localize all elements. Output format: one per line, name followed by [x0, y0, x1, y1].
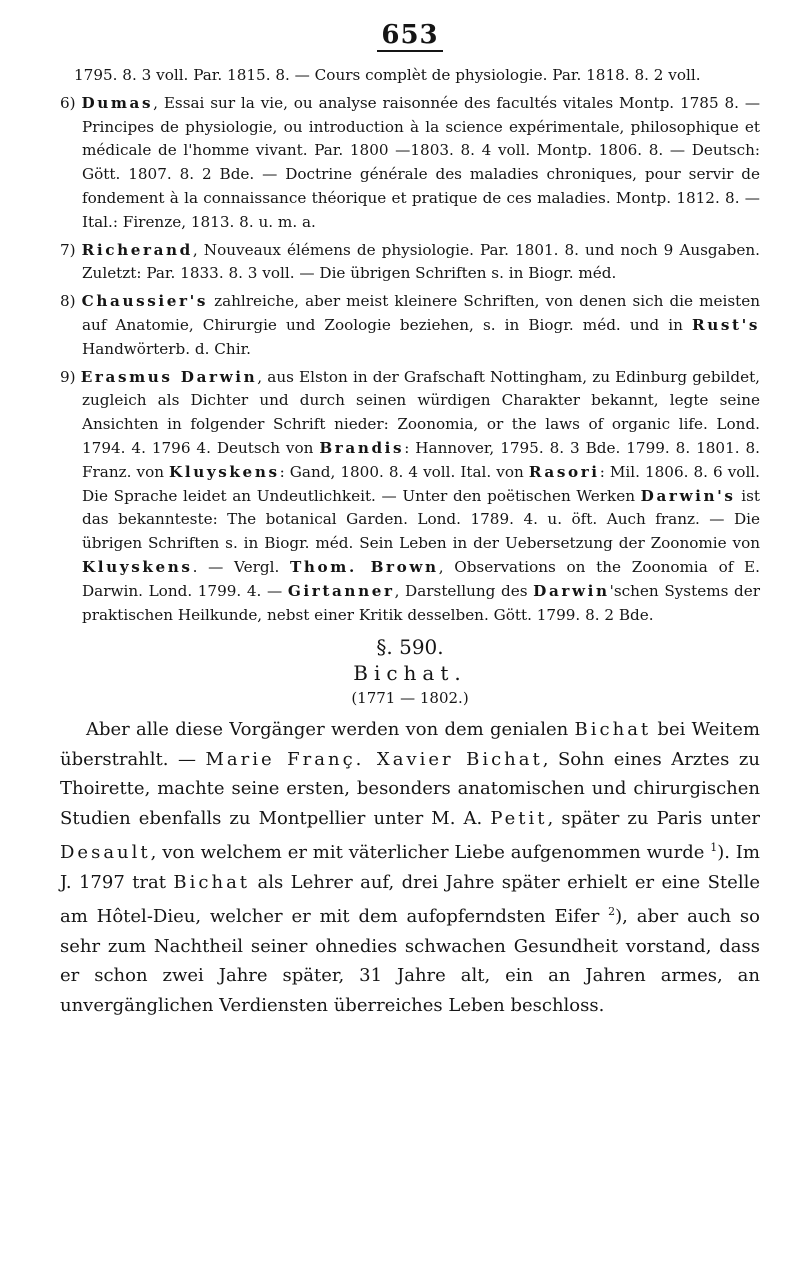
person-name: Petit: [490, 807, 548, 829]
author-name: Chaussier's: [81, 292, 209, 311]
author-name: Rust's: [691, 315, 760, 334]
person-name: Desault: [60, 842, 151, 864]
footnote-8: 8) Chaussier's zahlreiche, aber meist kleinere Schriften, von denen sich die meisten auf Anatomie, Chirurgie und Zoologie beziehen, s. in Biogr. méd. und in Rust's Handwörterb. d. Chir.: [60, 292, 761, 358]
author-name: Kluyskens: [82, 557, 193, 576]
author-name: Darwin: [533, 581, 610, 600]
section-number: §. 590.: [376, 635, 444, 660]
footnote-6: 6) Dumas, Essai sur la vie, ou analyse raisonnée des facultés vitales Montp. 1785 8. — Principes de physiologie, ou introduction à la science expérimentale, philosophique et médicale de l'homme vivant. Par. 1800 —1803. 8. 4 voll. Montp. 1806. 8. — Deutsch: Gött. 1807. 8. 2 Bde. — Doctrine générale des maladies chroniques, pour servir de fondement à la connaissance théorique et pratique de ces maladies. Montp. 1812. 8. — Ital.: Firenze, 1813. 8. u. m. a.: [60, 93, 761, 231]
author-name: Rasori: [528, 462, 600, 481]
person-name: Bichat: [173, 871, 251, 893]
footnote-ref: 1: [710, 841, 718, 855]
footnotes: [60, 64, 760, 627]
author-name: Darwin's: [640, 486, 736, 505]
author-name: Richerand: [81, 240, 193, 259]
footnote-5-continued: 1795. 8. 3 voll. Par. 1815. 8. — Cours complèt de physiologie. Par. 1818. 8. 2 voll.: [74, 66, 701, 84]
footnote-7: 7) Richerand, Nouveaux élémens de physiologie. Par. 1801. 8. und noch 9 Ausgaben. Zuletzt: Par. 1833. 8. 3 voll. — Die übrigen Schriften s. in Biogr. méd.: [60, 240, 761, 283]
author-name: Erasmus Darwin: [80, 367, 258, 386]
author-name: Girtanner: [287, 581, 395, 600]
paragraph: Aber alle diese Vorgänger werden von dem genialen Bichat bei Weitem überstrahlt. — Marie Franç. Xavier Bichat, Sohn eines Arztes zu Thoirette, machte seine ersten, besonders anatomischen und chirurgischen Studien ebenfalls zu Montpellier unter M. A. Petit, später zu Paris unter Desault, von welchem er mit väterlicher Liebe aufgenommen wurde $^1$). Im J. 1797 trat Bichat als Lehrer auf, drei Jahre später erhielt er eine Stelle am Hôtel-Dieu, welcher er mit dem aufopferndsten Eifer $^2$), aber auch so sehr zum Nachtheil seiner ohnedies schwachen Gesundheit vorstand, dass er schon zwei Jahre später, 31 Jahre alt, ein an Jahren armes, an unvergänglichen Verdiensten überreiches Leben beschloss.: [60, 719, 761, 1016]
section-title: Bichat.: [353, 661, 467, 686]
person-name: Marie Franç. Xavier Bichat: [205, 748, 543, 770]
page-number: 653: [60, 0, 760, 50]
author-name: Dumas: [81, 93, 154, 112]
body-text: [60, 715, 760, 1020]
author-name: Thom. Brown: [290, 557, 439, 576]
footnote-9: 9) Erasmus Darwin, aus Elston in der Grafschaft Nottingham, zu Edinburg gebildet, zugleich als Dichter und durch seinen würdigen Charakter bekannt, legte seine Ansichten in folgender Schrift nieder: Zoonomia, or the laws of organic life. Lond. 1794. 4. 1796 4. Deutsch von Brandis: Hannover, 1795. 8. 3 Bde. 1799. 8. 1801. 8. Franz. von Kluyskens: Gand, 1800. 8. 4 voll. Ital. von Rasori: Mil. 1806. 8. 6 voll. Die Sprache leidet an Undeutlichkeit. — Unter den poëtischen Werken Darwin's ist das bekannteste: The botanical Garden. Lond. 1789. 4. u. öft. Auch franz. — Die übrigen Schriften s. in Biogr. méd. Sein Leben in der Uebersetzung der Zoonomie von Kluyskens. — Vergl. Thom. Brown, Observations on the Zoonomia of E. Darwin. Lond. 1799. 4. — Girtanner, Darstellung des Darwin'schen Systems der praktischen Heilkunde, nebst einer Kritik desselben. Gött. 1799. 8. 2 Bde.: [60, 367, 761, 624]
footnote-ref: 2: [608, 905, 616, 919]
section-dates: (1771 — 1802.): [351, 689, 469, 708]
person-name: Bichat: [574, 719, 652, 741]
author-name: Brandis: [319, 438, 405, 457]
author-name: Kluyskens: [169, 462, 280, 481]
